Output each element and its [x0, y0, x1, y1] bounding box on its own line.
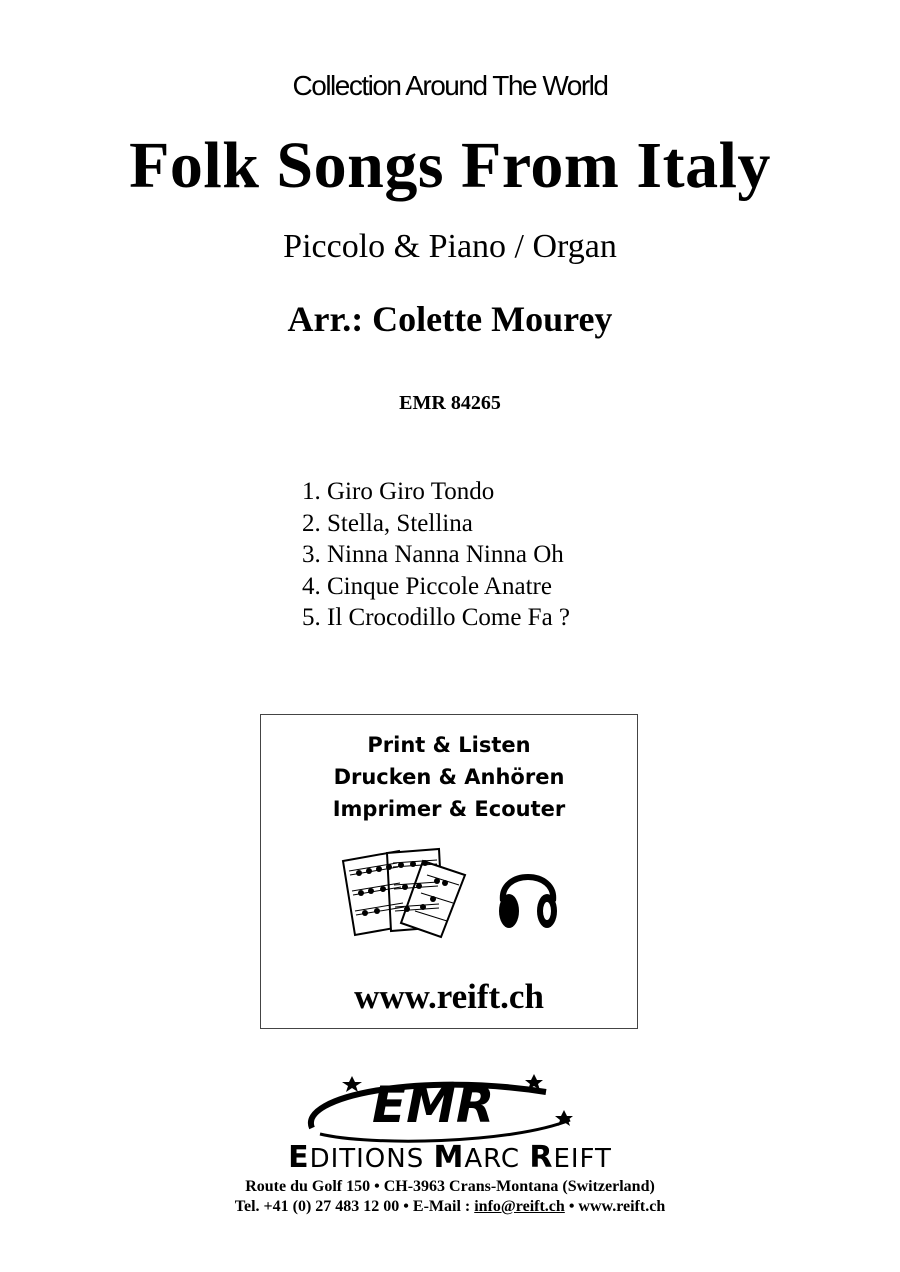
email-link[interactable]: info@reift.ch — [474, 1198, 565, 1215]
publisher-address: Route du Golf 150 • CH-3963 Crans-Montana (Switzerland) — [245, 1178, 655, 1195]
song-list — [302, 476, 570, 634]
publisher-ditions: DITIONS — [309, 1144, 434, 1174]
song-item: 1. Giro Giro Tondo — [302, 478, 495, 505]
svg-text:EMR: EMR — [372, 1076, 495, 1134]
page-title: Folk Songs From Italy — [129, 129, 771, 202]
sheet-music-icon — [341, 847, 471, 939]
promo-line-french: Imprimer & Ecouter — [332, 797, 566, 821]
instrumentation: Piccolo & Piano / Organ — [283, 228, 617, 265]
catalog-number: EMR 84265 — [399, 392, 501, 414]
promo-line-german: Drucken & Anhören — [333, 765, 565, 789]
promo-url[interactable]: www.reift.ch — [354, 977, 544, 1016]
contact-website: • www.reift.ch — [564, 1198, 666, 1215]
publisher-r: R — [529, 1140, 554, 1175]
publisher-contact — [0, 1198, 900, 1216]
song-item: 2. Stella, Stellina — [302, 509, 473, 537]
contact-phone: Tel. +41 (0) 27 483 12 00 • E-Mail : — [234, 1198, 475, 1215]
publisher-eift: EIFT — [553, 1144, 612, 1174]
publisher-m: M — [433, 1140, 465, 1175]
promo-line-english: Print & Listen — [367, 733, 531, 757]
song-item: 4. Cinque Piccole Anatre — [302, 572, 552, 600]
publisher-e: E — [288, 1140, 310, 1175]
headphones-icon — [495, 855, 561, 933]
print-listen-box — [260, 714, 638, 1029]
publisher-arc: ARC — [464, 1144, 530, 1174]
song-item: 3. Ninna Nanna Ninna Oh — [302, 541, 564, 568]
publisher-name — [0, 1140, 900, 1175]
emr-logo — [300, 1070, 590, 1146]
song-item: 5. Il Crocodillo Come Fa ? — [302, 604, 571, 631]
arranger: Arr.: Colette Mourey — [287, 299, 613, 339]
collection-name: Collection Around The World — [292, 70, 608, 101]
